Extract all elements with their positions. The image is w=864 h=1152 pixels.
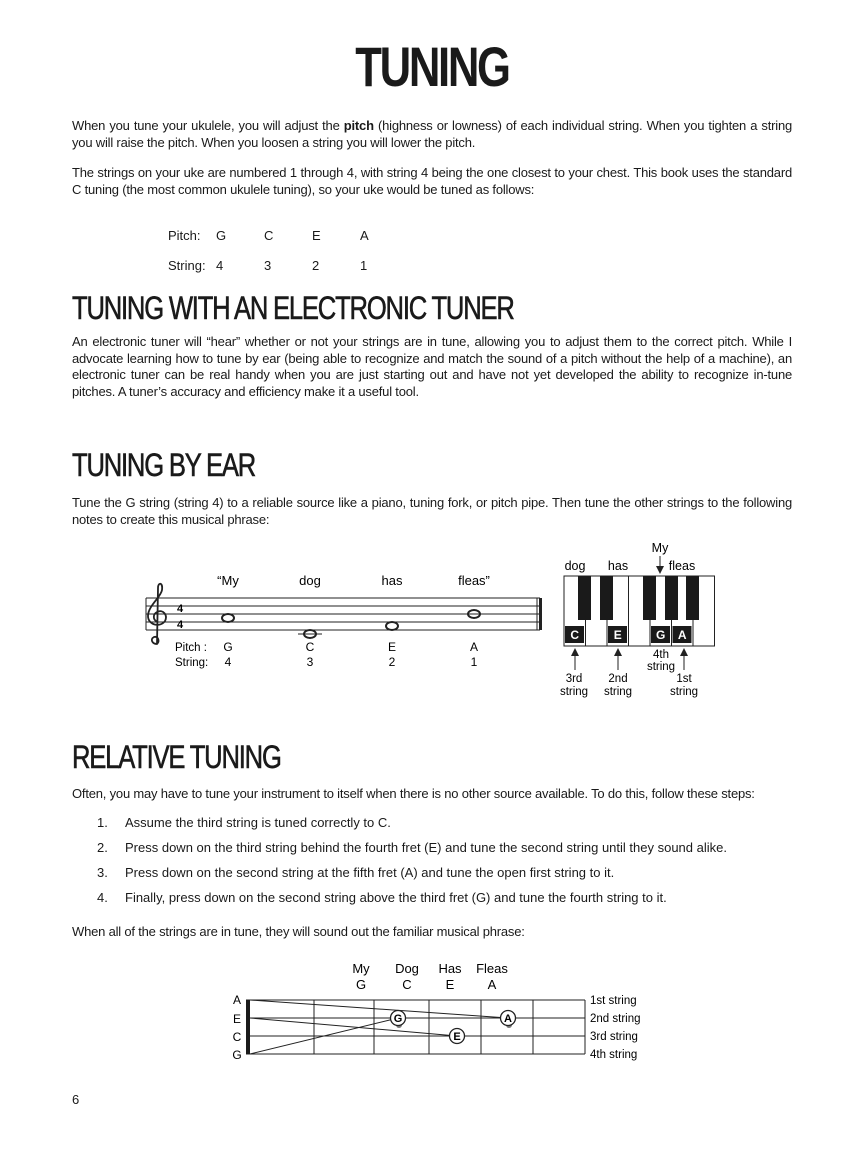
string-label-line: 4th (653, 649, 669, 661)
key-label: A (677, 628, 687, 642)
relative-tuning-intro: Often, you may have to tune your instrument to itself when there is no other source available. To do this, follow these steps: (72, 786, 755, 801)
electronic-tuner-paragraph: An electronic tuner will “hear” whether or not your strings are in tune, allowing you to adjust them to the correct pitch. While I advocate learning how to tune by ear (being able to recognize and match the sound of a pitch without the help of a machine), an electronic tuner can be real handy when you are just starting out and have not yet developed the ability to recognize in-tune pitches. A tuner’s accuracy and efficiency make it a useful tool. (72, 334, 792, 399)
string-label-line: 1st (676, 673, 692, 685)
note-e (386, 622, 398, 630)
string-label-line: 3rd (565, 673, 583, 685)
step-text: Press down on the second string at the fifth fret (A) and tune the open first string to it. (125, 865, 615, 880)
string-cell: 4 (216, 258, 224, 273)
lyric: fleas” (458, 573, 490, 588)
step-text: Assume the third string is tuned correctly to C. (125, 815, 391, 830)
arrow-up-icon (680, 648, 688, 656)
fretboard-note: C (402, 977, 412, 992)
time-signature-bottom: 4 (177, 619, 184, 631)
list-item (72, 890, 727, 915)
fretboard-strings (246, 1000, 585, 1054)
relative-tuning-outro: When all of the strings are in tune, they will sound out the familiar musical phrase: (72, 924, 525, 939)
string-label: String: (168, 258, 206, 273)
arrow-up-icon (571, 648, 579, 656)
heading-tuning-by-ear: TUNING BY EAR (72, 447, 256, 483)
string-cell: 3 (264, 258, 272, 273)
staff-pitch: E (387, 640, 397, 654)
step-text: Press down on the third string behind the fourth fret (E) and tune the second string until they sound alike. (125, 840, 727, 855)
string-label-line: string (646, 661, 676, 673)
pitch-cell: C (264, 228, 274, 243)
fretboard-diagram (232, 961, 640, 1062)
keyboard-lyric: has (607, 559, 629, 573)
fretboard-note: A (487, 977, 497, 992)
tuning-steps-list (72, 815, 727, 915)
intro-paragraph-2: The strings on your uke are numbered 1 through 4, with string 4 being the one closest to your chest. This book uses the standard C tuning (the most common ukulele tuning), so your uke would be tuned as follows: (72, 165, 792, 197)
pitch-label: Pitch: (168, 228, 201, 243)
string-label-line: string (669, 686, 699, 698)
note-g (222, 614, 234, 622)
string-name: 2nd string (590, 1013, 641, 1025)
fret-dot-label: E (453, 1031, 461, 1043)
string-cell: 1 (360, 258, 368, 273)
keyboard-lyric: fleas (668, 559, 696, 573)
list-item (72, 815, 727, 840)
pitch-cell: G (216, 228, 227, 243)
tuning-by-ear-paragraph: Tune the G string (string 4) to a reliable source like a piano, tuning fork, or pitch pipe. Then tune the other strings to the following notes to create this musical phrase: (72, 495, 792, 527)
pitch-term: pitch (343, 118, 374, 133)
heading-relative-tuning: RELATIVE TUNING (72, 739, 281, 775)
string-name: 4th string (590, 1049, 638, 1061)
fretboard-word: Dog (395, 961, 419, 976)
staff-pitch-label: Pitch : (175, 642, 207, 654)
string-letter: C (232, 1030, 242, 1044)
fretboard-word: My (352, 961, 370, 976)
step-number: 1. (97, 815, 108, 830)
page-number: 6 (72, 1092, 80, 1107)
string-letter: A (232, 993, 242, 1007)
step-number: 3. (97, 865, 108, 880)
keyboard-diagram (560, 541, 715, 698)
time-signature-top: 4 (177, 603, 184, 615)
lyric: “My (217, 573, 239, 588)
fretboard-nut (246, 1000, 250, 1054)
string-label-line: 2nd (608, 673, 628, 685)
string-label-line: string (559, 686, 589, 698)
staff-string: 3 (306, 655, 314, 669)
lyric: dog (299, 573, 321, 588)
string-name: 1st string (590, 995, 637, 1007)
staff-string: 1 (470, 655, 478, 669)
heading-electronic-tuner: TUNING WITH AN ELECTRONIC TUNER (72, 290, 514, 326)
keyboard-top-label: My (651, 541, 669, 555)
fretboard-note: E (445, 977, 455, 992)
list-item (72, 840, 727, 865)
keyboard-lyric: dog (564, 559, 586, 573)
arrow-down-icon (656, 566, 664, 574)
intro-paragraph-1: When you tune your ukulele, you will adjust the pitch (highness or lowness) of each individual string. When you tighten a string you will raise the pitch. When you loosen a string you will lower the pitch. (72, 118, 793, 150)
lyric: has (381, 573, 403, 588)
staff-string: 2 (388, 655, 396, 669)
pitch-cell: E (312, 228, 321, 243)
page-title: TUNING (355, 35, 509, 98)
string-letter: G (232, 1048, 242, 1062)
fretboard-word: Has (438, 961, 462, 976)
pitch-cell: A (360, 228, 369, 243)
string-label-line: string (603, 686, 633, 698)
key-label: C (570, 628, 580, 642)
final-barline (539, 598, 542, 630)
staff-pitch: C (305, 640, 315, 654)
fretboard-note: G (355, 977, 367, 992)
tuning-path (250, 1000, 508, 1054)
list-item (72, 865, 727, 890)
string-letter: E (232, 1012, 242, 1026)
step-number: 4. (97, 890, 108, 905)
staff-pitch: A (469, 640, 479, 654)
staff-pitch: G (223, 640, 233, 654)
fret-dot-label: A (504, 1013, 512, 1025)
string-cell: 2 (312, 258, 320, 273)
step-number: 2. (97, 840, 108, 855)
key-label: E (613, 628, 622, 642)
key-label: G (656, 628, 666, 642)
staff-string-label: String: (175, 657, 209, 669)
fret-dot-label: G (393, 1013, 403, 1025)
string-name: 3rd string (590, 1031, 638, 1043)
fretboard-word: Fleas (476, 961, 508, 976)
arrow-up-icon (614, 648, 622, 656)
step-text: Finally, press down on the second string above the third fret (G) and tune the fourth string to it. (125, 890, 667, 905)
staff-string: 4 (224, 655, 232, 669)
